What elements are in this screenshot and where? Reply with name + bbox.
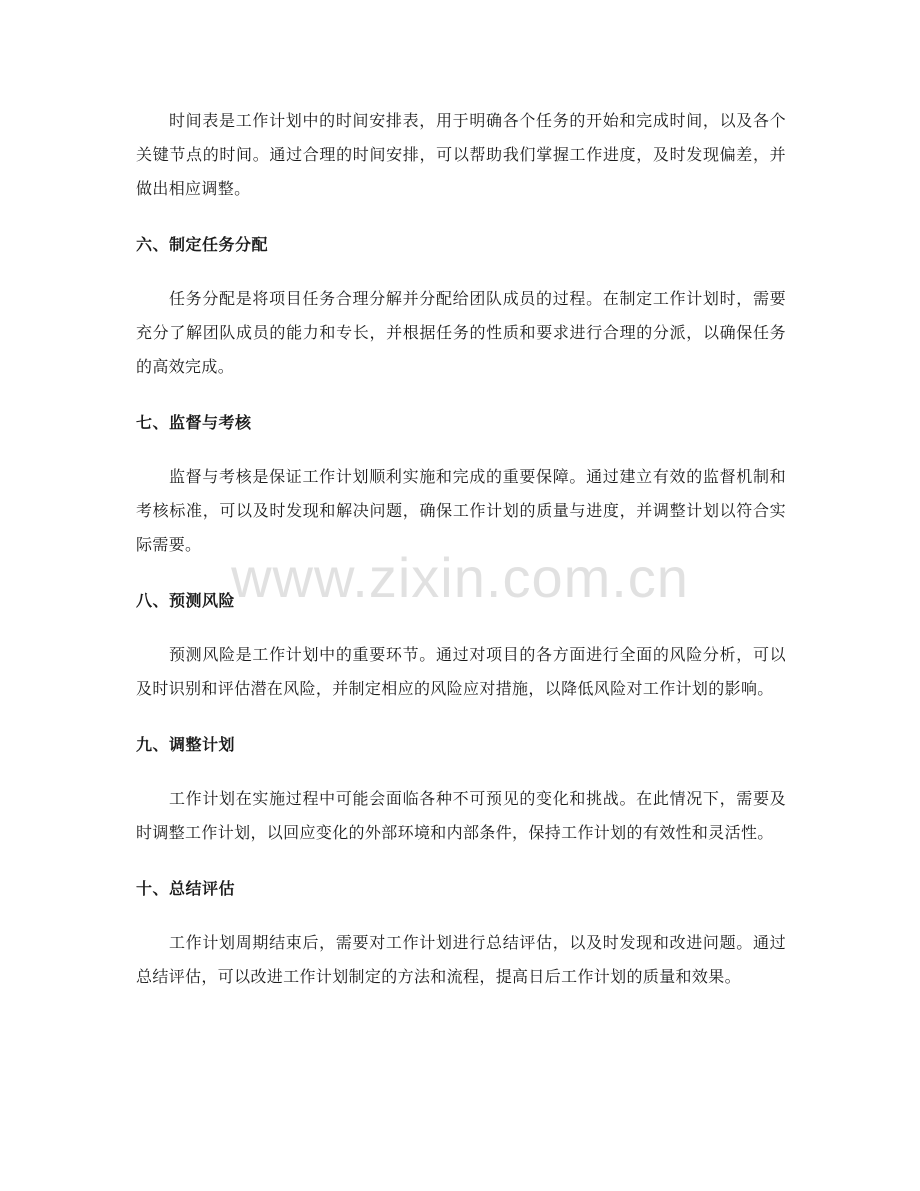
section-paragraph-7: 监督与考核是保证工作计划顺利实施和完成的重要保障。通过建立有效的监督机制和考核标准，可以及时发现和解决问题，确保工作计划的质量与进度，并调整计划以符合实际需要。 xyxy=(136,467,786,554)
section-heading-6: 六、制定任务分配 xyxy=(136,235,269,254)
section-heading-10: 十、总结评估 xyxy=(136,879,236,898)
document-body xyxy=(136,104,786,994)
section-heading-8: 八、预测风险 xyxy=(136,591,236,610)
section-paragraph-8: 预测风险是工作计划中的重要环节。通过对项目的各方面进行全面的风险分析，可以及时识别和评估潜在风险，并制定相应的风险应对措施，以降低风险对工作计划的影响。 xyxy=(136,645,786,698)
section-heading-7: 七、监督与考核 xyxy=(136,413,252,432)
section-paragraph-6: 任务分配是将项目任务合理分解并分配给团队成员的过程。在制定工作计划时，需要充分了解团队成员的能力和专长，并根据任务的性质和要求进行合理的分派，以确保任务的高效完成。 xyxy=(136,289,786,376)
section-paragraph-10: 工作计划周期结束后，需要对工作计划进行总结评估，以及时发现和改进问题。通过总结评估，可以改进工作计划制定的方法和流程，提高日后工作计划的质量和效果。 xyxy=(136,933,786,986)
intro-paragraph: 时间表是工作计划中的时间安排表，用于明确各个任务的开始和完成时间，以及各个关键节点的时间。通过合理的时间安排，可以帮助我们掌握工作进度，及时发现偏差，并做出相应调整。 xyxy=(136,111,786,198)
section-heading-9: 九、调整计划 xyxy=(136,735,236,754)
watermark-text: www.zixin.com.cn xyxy=(231,546,689,609)
section-paragraph-9: 工作计划在实施过程中可能会面临各种不可预见的变化和挑战。在此情况下，需要及时调整工作计划，以回应变化的外部环境和内部条件，保持工作计划的有效性和灵活性。 xyxy=(136,789,786,842)
